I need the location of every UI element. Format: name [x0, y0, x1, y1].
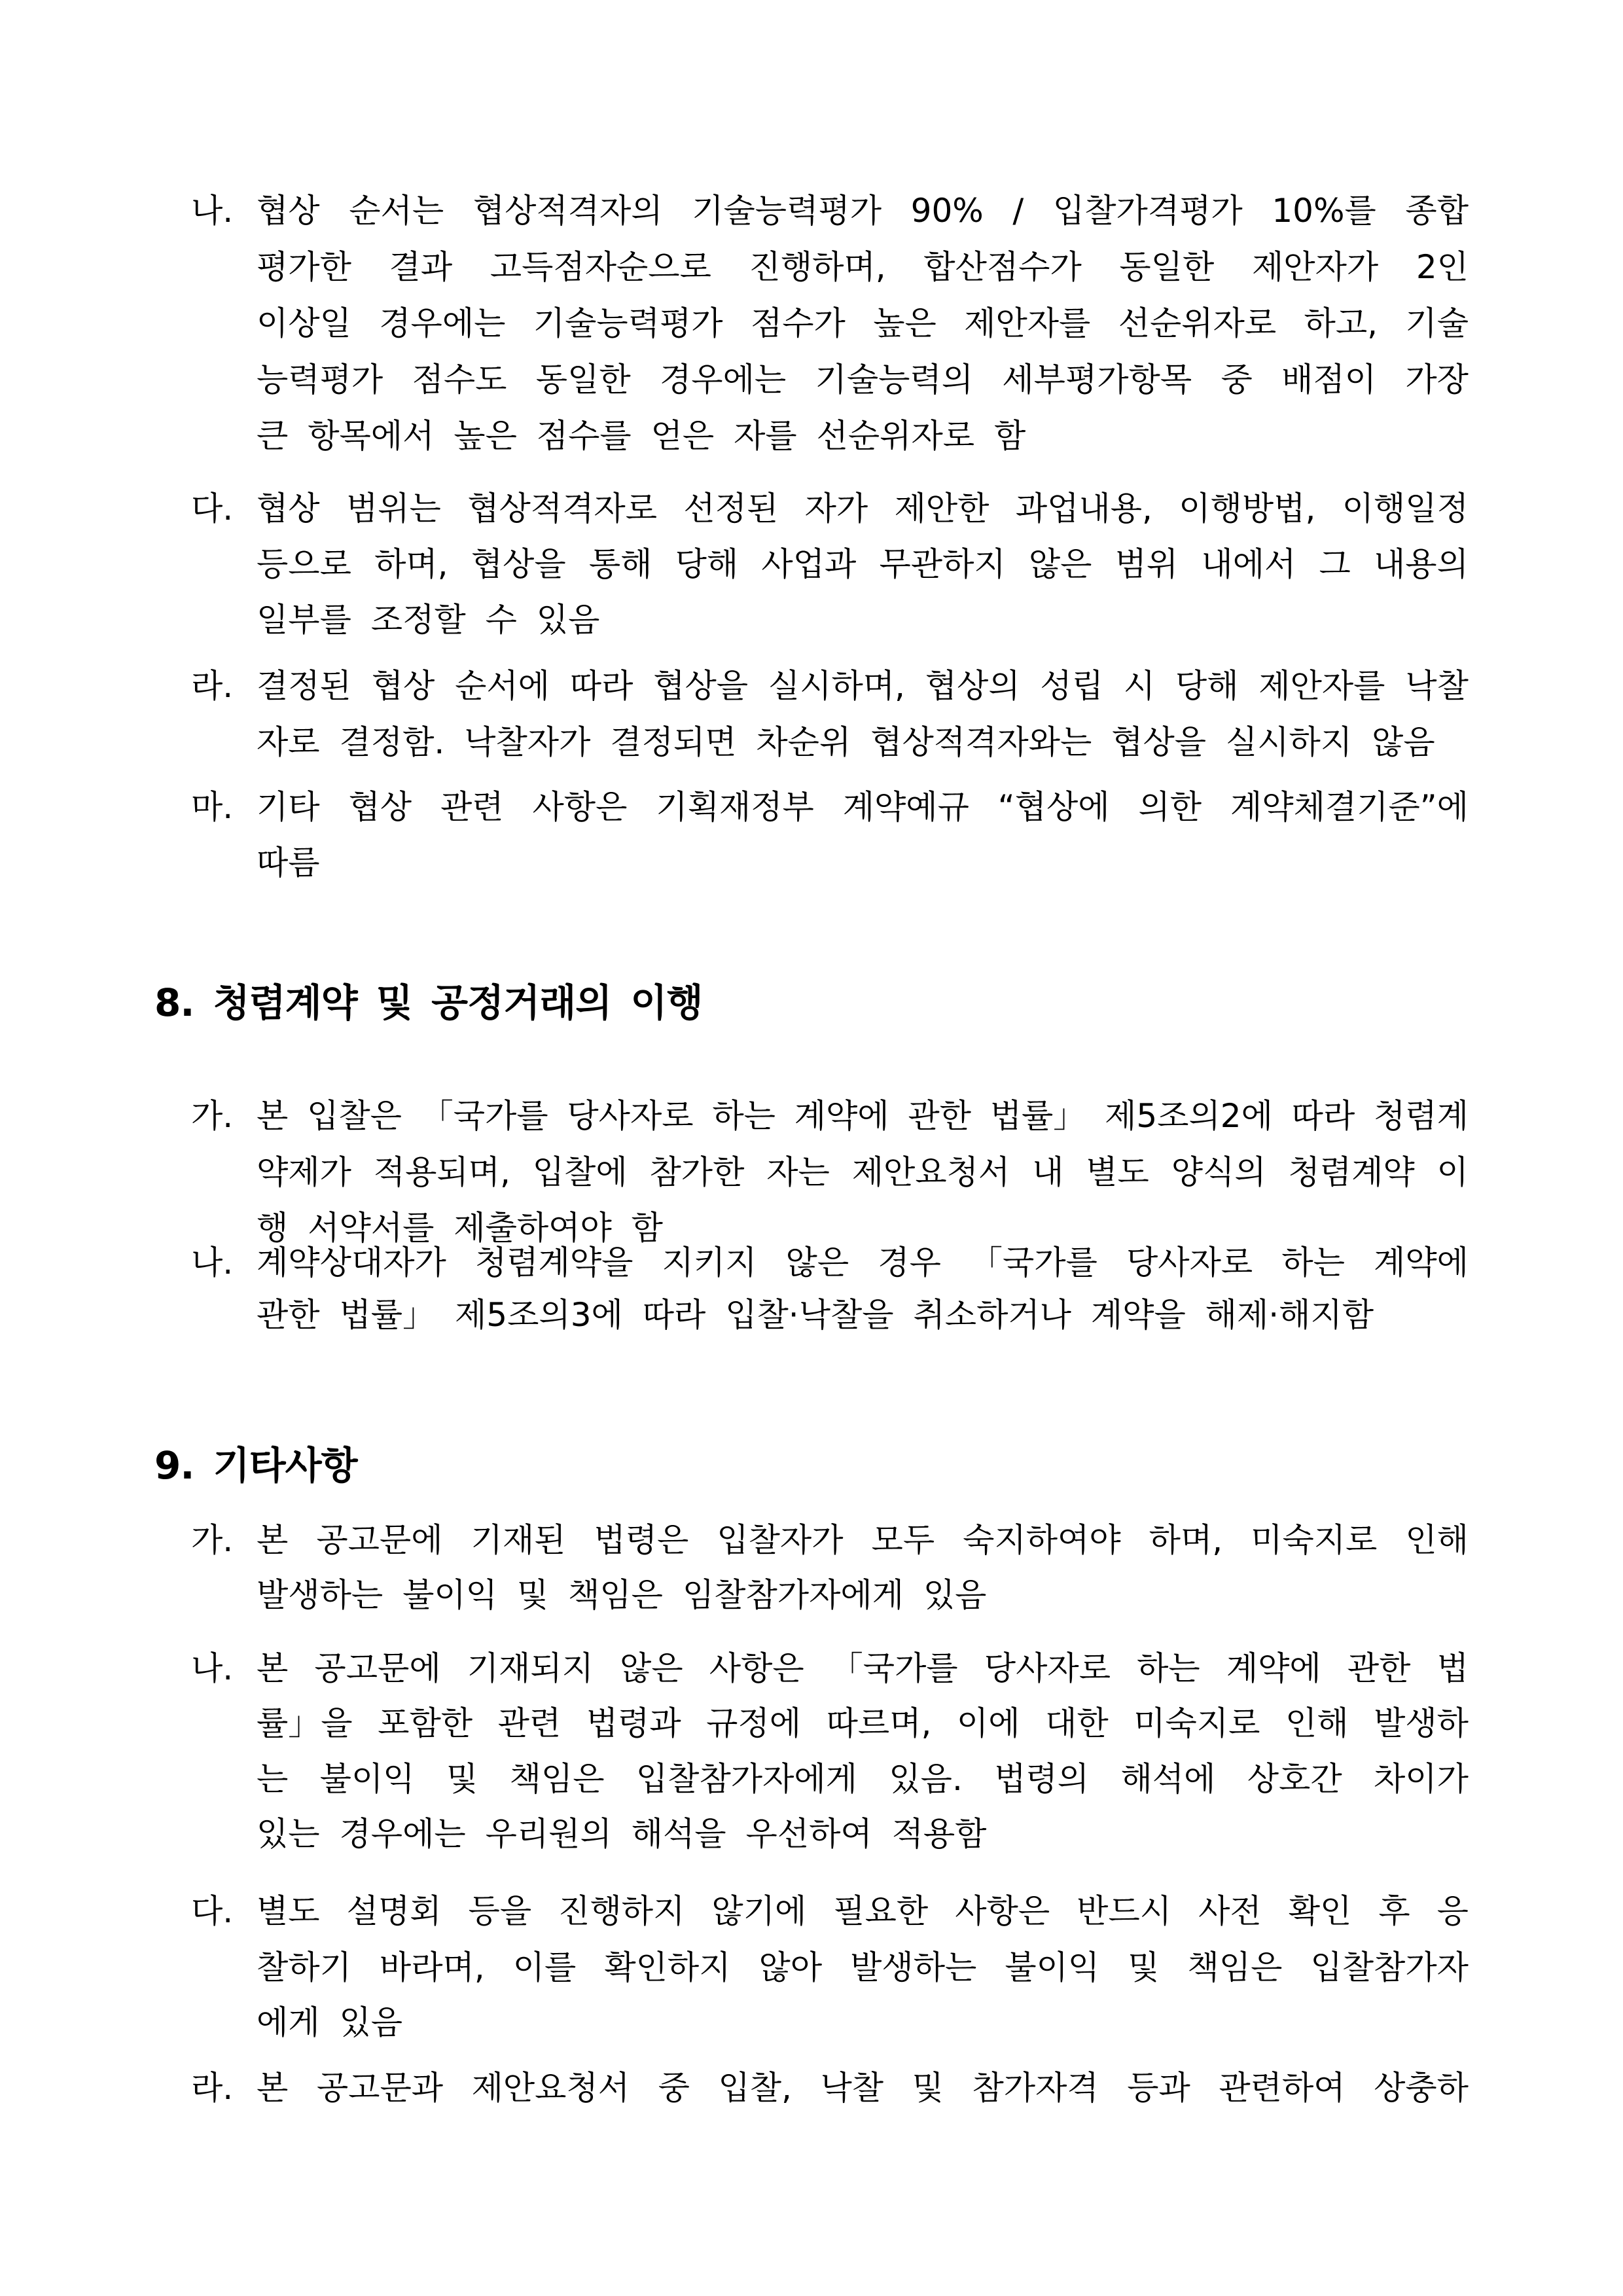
word: 청렴계약을 — [474, 1244, 633, 1282]
word: 중 — [658, 2069, 690, 2107]
word: 제5조의2에 — [1105, 1097, 1273, 1135]
text-line — [257, 297, 1469, 350]
word: 않은 — [1028, 545, 1092, 583]
text-line: 에게 있음 — [257, 2003, 403, 2041]
word: 기획재정부 — [656, 788, 814, 826]
word: 발생하는 — [850, 1948, 977, 1986]
word: 당해 — [675, 545, 739, 583]
word: 능력평가 — [257, 361, 383, 399]
word: 동일한 — [535, 361, 631, 399]
word: 점수도 — [412, 361, 507, 399]
word: 10%를 — [1272, 192, 1376, 230]
word: 90% — [910, 192, 984, 230]
text-line — [257, 1697, 1469, 1749]
word: 등으로 — [257, 545, 351, 583]
word: 협상 — [371, 667, 435, 705]
text-line — [257, 241, 1469, 293]
text-line: 행 서약서를 제출하여야 함 — [257, 1209, 663, 1247]
word: 2인 — [1416, 248, 1469, 286]
word: 이행방법, — [1179, 490, 1316, 528]
text-line — [257, 185, 1469, 237]
word: 입찰, — [718, 2069, 792, 2107]
word: 범위 — [1115, 545, 1179, 583]
word: 낙찰 — [1405, 667, 1469, 705]
word: 하는 — [1281, 1244, 1345, 1282]
word: 하며, — [1149, 1521, 1223, 1559]
word: 관한 — [1347, 1649, 1411, 1687]
word: 배점이 — [1281, 361, 1377, 399]
item-marker: 나. — [191, 192, 234, 230]
word: 하는 — [1137, 1649, 1200, 1687]
word: 별도 — [257, 1892, 320, 1930]
word: 진행하며, — [749, 248, 886, 286]
word: 협상적격자로 — [467, 490, 658, 528]
word: 법령은 — [594, 1521, 689, 1559]
word: 반드시 — [1077, 1892, 1172, 1930]
word: 제안자를 — [964, 304, 1091, 342]
word: 결과 — [389, 248, 453, 286]
word: 입찰가격평가 — [1052, 192, 1243, 230]
word: 모두 — [871, 1521, 935, 1559]
word: 및 — [912, 2069, 944, 2107]
word: 법령과 — [586, 1704, 681, 1742]
word: 본 — [257, 1097, 289, 1135]
word: 인해 — [1285, 1704, 1349, 1742]
word: 따라 — [1291, 1097, 1355, 1135]
word: 관한 — [908, 1097, 971, 1135]
word: 사항은 — [709, 1649, 804, 1687]
item-marker: 다. — [191, 490, 234, 528]
word: 계약체결기준”에 — [1230, 788, 1469, 826]
word: 낙찰 — [820, 2069, 884, 2107]
word: 책임은 — [1187, 1948, 1283, 1986]
item-marker: 다. — [191, 1892, 234, 1930]
word: 당사자로 — [567, 1097, 694, 1135]
word: 바라며, — [379, 1948, 485, 1986]
word: 제안자를 — [1258, 667, 1385, 705]
word: 합산점수가 — [923, 248, 1082, 286]
word: 경우에는 — [660, 361, 787, 399]
word: 사전 — [1198, 1892, 1262, 1930]
word: 이에 — [956, 1704, 1020, 1742]
word: 공고문에 — [316, 1521, 443, 1559]
item-marker: 라. — [191, 2069, 234, 2107]
text-line: 있는 경우에는 우리원의 해석을 우선하여 적용함 — [257, 1815, 987, 1853]
word: 참가자격 — [972, 2069, 1099, 2107]
item-marker: 가. — [191, 1521, 234, 1559]
word: 의한 — [1138, 788, 1202, 826]
word: 관련 — [497, 1704, 562, 1742]
word: 응 — [1436, 1892, 1469, 1930]
word: 계약상대자가 — [257, 1244, 446, 1282]
word: 입찰에 — [532, 1153, 628, 1191]
word: 가장 — [1405, 361, 1469, 399]
word: 종합 — [1405, 192, 1469, 230]
word: 지키지 — [662, 1244, 757, 1282]
item-marker: 마. — [191, 788, 234, 826]
word: 미숙지로 — [1251, 1521, 1378, 1559]
word: 기재되지 — [467, 1649, 594, 1687]
word: 「국가를 — [830, 1649, 958, 1687]
word: 당해 — [1175, 667, 1239, 705]
word: 입찰자가 — [717, 1521, 844, 1559]
word: 사항은 — [955, 1892, 1050, 1930]
word: 제안요청서 — [471, 2069, 630, 2107]
word: 않은 — [785, 1244, 849, 1282]
word: 등을 — [468, 1892, 532, 1930]
word: 계약에 — [1374, 1244, 1469, 1282]
text-line — [257, 538, 1469, 590]
text-line — [257, 482, 1469, 535]
text-line — [257, 1146, 1469, 1198]
word: 협상 — [257, 192, 320, 230]
word: 자가 — [804, 490, 868, 528]
word: 협상적격자의 — [473, 192, 663, 230]
word: 입찰은 — [307, 1097, 402, 1135]
word: 기재된 — [471, 1521, 566, 1559]
word: 계약예규 — [842, 788, 969, 826]
word: 제안한 — [894, 490, 990, 528]
word: 청렴계 — [1374, 1097, 1469, 1135]
word: 계약에 — [794, 1097, 889, 1135]
word: 않기에 — [711, 1892, 807, 1930]
word: 포함한 — [378, 1704, 473, 1742]
word: 미숙지로 — [1133, 1704, 1260, 1742]
word: 통해 — [588, 545, 652, 583]
text-line: 발생하는 불이익 및 책임은 임찰참가자에게 있음 — [257, 1576, 987, 1614]
word: 사업과 — [761, 545, 857, 583]
word: 해석에 — [1120, 1760, 1216, 1798]
text-line: 관한 법률」 제5조의3에 따라 입찰·낙찰을 취소하거나 계약을 해제·해지함 — [257, 1296, 1374, 1334]
word: 확인하지 — [604, 1948, 731, 1986]
word: 기술 — [1405, 304, 1469, 342]
text-line — [257, 1941, 1469, 1994]
text-line — [257, 1885, 1469, 1937]
word: 점수가 — [750, 304, 846, 342]
word: 내 — [1032, 1153, 1064, 1191]
word: 동일한 — [1119, 248, 1215, 286]
word: 협상 — [257, 490, 320, 528]
word: 세부평가항목 — [1002, 361, 1192, 399]
word: 선순위자로 — [1118, 304, 1277, 342]
word: 중 — [1221, 361, 1253, 399]
text-line: 일부를 조정할 수 있음 — [257, 601, 600, 639]
word: 책임은 — [509, 1760, 605, 1798]
word: 불이익 — [319, 1760, 415, 1798]
word: 본 — [257, 1521, 289, 1559]
word: 양식의 — [1171, 1153, 1266, 1191]
text-line — [257, 660, 1469, 712]
word: 있음. — [889, 1760, 963, 1798]
word: 제안요청서 — [851, 1153, 1010, 1191]
word: 않은 — [620, 1649, 683, 1687]
word: 당사자로 — [1126, 1244, 1253, 1282]
word: 협상을 — [471, 545, 566, 583]
word: / — [1012, 192, 1024, 230]
word: 는 — [257, 1760, 289, 1798]
text-line — [257, 1236, 1469, 1289]
word: 법률」 — [990, 1097, 1086, 1135]
word: 참가한 — [649, 1153, 745, 1191]
word: 않아 — [758, 1948, 823, 1986]
word: 필요한 — [833, 1892, 929, 1930]
word: 공고문과 — [316, 2069, 444, 2107]
word: 설명회 — [346, 1892, 442, 1930]
word: 률」을 — [257, 1704, 353, 1742]
word: 당사자로 — [984, 1649, 1111, 1687]
word: 이상일 — [257, 304, 351, 342]
word: 인해 — [1405, 1521, 1469, 1559]
word: 높은 — [873, 304, 936, 342]
word: 자는 — [766, 1153, 830, 1191]
text-line: 자로 결정함. 낙찰자가 결정되면 차순위 협상적격자와는 협상을 실시하지 않음 — [257, 723, 1435, 761]
word: 입찰참가자에게 — [635, 1760, 857, 1798]
word: 기술능력평가 — [533, 304, 723, 342]
word: 시 — [1123, 667, 1156, 705]
item-marker: 라. — [191, 667, 234, 705]
word: 따라 — [569, 667, 633, 705]
text-line: 따름 — [257, 844, 320, 882]
word: 약제가 — [257, 1153, 351, 1191]
word: 법령의 — [994, 1760, 1090, 1798]
word: 입찰참가자 — [1310, 1948, 1469, 1986]
item-marker: 가. — [191, 1097, 234, 1135]
word: 협상의 — [925, 667, 1020, 705]
word: 별도 — [1086, 1153, 1149, 1191]
word: 등과 — [1127, 2069, 1190, 2107]
word: 그 — [1319, 545, 1351, 583]
word: 법 — [1436, 1649, 1469, 1687]
word: 협상을 — [653, 667, 749, 705]
word: 무관하지 — [879, 545, 1006, 583]
word: 공고문에 — [314, 1649, 441, 1687]
word: 제안자가 — [1251, 248, 1379, 286]
word: 찰하기 — [257, 1948, 351, 1986]
text-line: 큰 항목에서 높은 점수를 얻은 자를 선순위자로 함 — [257, 417, 1026, 455]
word: 「국가를 — [969, 1244, 1097, 1282]
word: 상호간 — [1247, 1760, 1342, 1798]
word: 선정된 — [683, 490, 779, 528]
word: 관련하여 — [1219, 2069, 1346, 2107]
word: 실시하며, — [768, 667, 905, 705]
word: 기술능력의 — [815, 361, 974, 399]
word: 협상 — [348, 788, 412, 826]
word: 과업내용, — [1015, 490, 1152, 528]
word: 및 — [1128, 1948, 1160, 1986]
word: 관련 — [440, 788, 504, 826]
word: 본 — [257, 1649, 289, 1687]
word: 이 — [1436, 1153, 1469, 1191]
word: 기술능력평가 — [692, 192, 882, 230]
word: 대한 — [1045, 1704, 1109, 1742]
word: 규정에 — [706, 1704, 802, 1742]
word: 순서에 — [455, 667, 550, 705]
word: 불이익 — [1005, 1948, 1100, 1986]
word: 내에서 — [1201, 545, 1296, 583]
word: 발생하 — [1374, 1704, 1469, 1742]
word: 확인 — [1288, 1892, 1352, 1930]
word: 후 — [1378, 1892, 1410, 1930]
word: 하며, — [374, 545, 448, 583]
word: 적용되며, — [373, 1153, 510, 1191]
word: 계약에 — [1226, 1649, 1321, 1687]
word: 진행하지 — [558, 1892, 685, 1930]
section-heading: 8. 청렴계약 및 공정거래의 이행 — [154, 980, 703, 1025]
word: 차이가 — [1374, 1760, 1469, 1798]
text-line — [257, 1753, 1469, 1805]
word: 「국가를 — [420, 1097, 548, 1135]
word: 결정된 — [257, 667, 351, 705]
item-marker: 나. — [191, 1649, 234, 1687]
word: 이를 — [512, 1948, 577, 1986]
text-line — [257, 1642, 1469, 1695]
word: 평가한 — [257, 248, 351, 286]
word: 청렴계약 — [1288, 1153, 1415, 1191]
word: 고득점자순으로 — [490, 248, 711, 286]
text-line — [257, 1090, 1469, 1142]
text-line — [257, 781, 1469, 833]
word: 따르며, — [826, 1704, 932, 1742]
word: 하는 — [712, 1097, 776, 1135]
word: 경우 — [878, 1244, 941, 1282]
word: 본 — [257, 2069, 289, 2107]
word: 사항은 — [532, 788, 628, 826]
word: 성립 — [1040, 667, 1104, 705]
word: 상충하 — [1374, 2069, 1469, 2107]
word: 하고, — [1304, 304, 1378, 342]
word: 경우에는 — [379, 304, 506, 342]
section-heading: 9. 기타사항 — [154, 1443, 357, 1488]
word: 범위는 — [346, 490, 441, 528]
word: 이행일정 — [1342, 490, 1469, 528]
word: “협상에 — [997, 788, 1110, 826]
word: 순서는 — [349, 192, 444, 230]
word: 기타 — [257, 788, 320, 826]
item-marker: 나. — [191, 1244, 234, 1282]
text-line — [257, 2062, 1469, 2114]
text-line — [257, 1514, 1469, 1566]
word: 숙지하여야 — [963, 1521, 1121, 1559]
word: 및 — [446, 1760, 478, 1798]
text-line — [257, 353, 1469, 406]
word: 내용의 — [1373, 545, 1469, 583]
